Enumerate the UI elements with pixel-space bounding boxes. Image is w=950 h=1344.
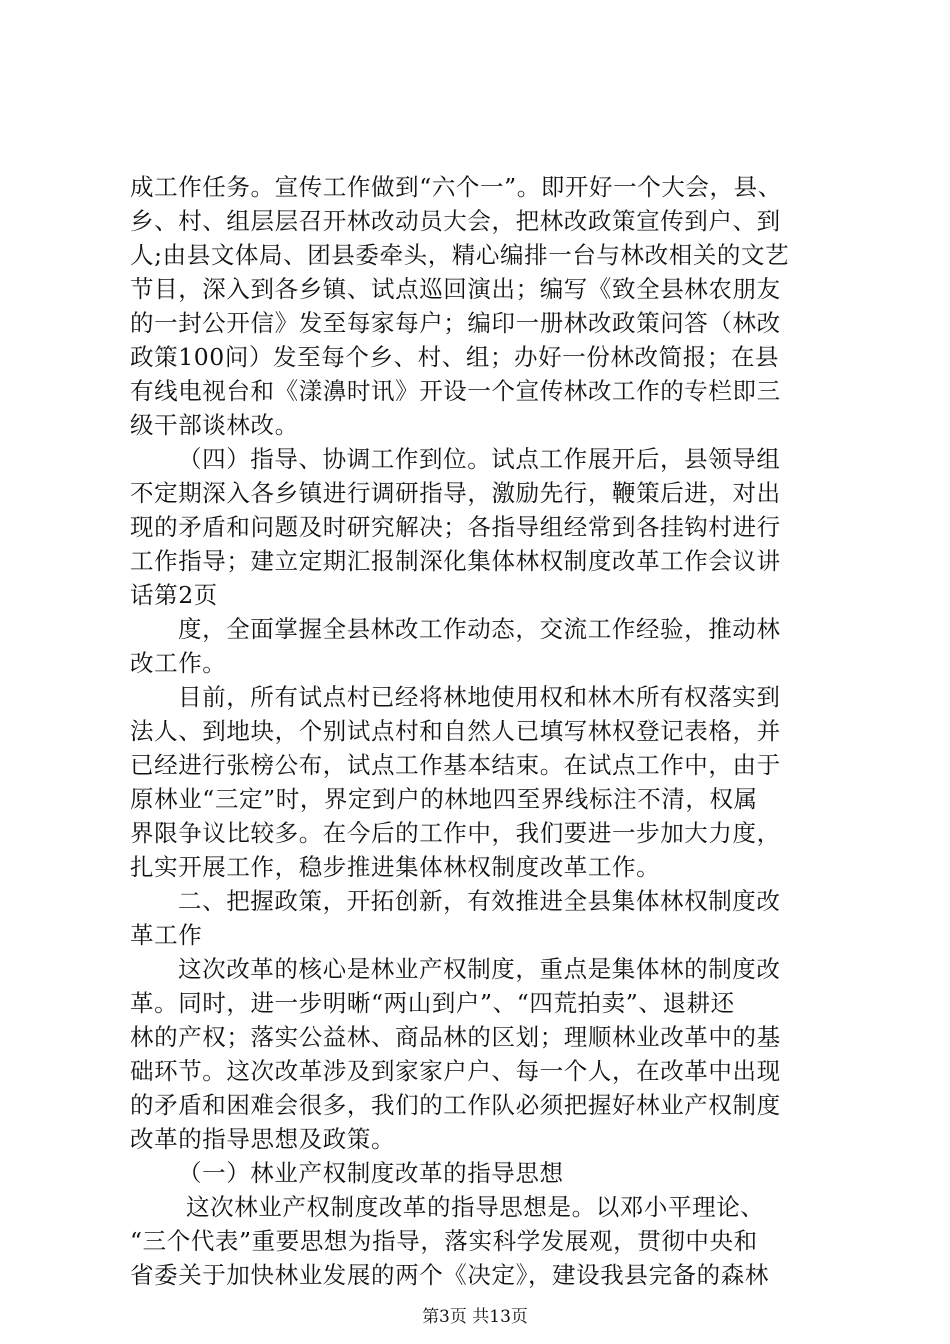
text-line: 现的矛盾和问题及时研究解决；各指导组经常到各挂钩村进行 (130, 513, 781, 541)
text-line: 的矛盾和困难会很多，我们的工作队必须把握好林业产权制度 (130, 1091, 781, 1119)
text-line: 础环节。这次改革涉及到家家户户、每一个人，在改革中出现 (130, 1057, 781, 1085)
text-line: 成工作任务。宣传工作做到“六个一”。即开好一个大会，县、 (130, 173, 782, 201)
text-line: 林的产权；落实公益林、商品林的区划；理顺林业改革中的基 (130, 1023, 781, 1051)
text-line: “三个代表”重要思想为指导，落实科学发展观，贯彻中央和 (130, 1227, 758, 1255)
text-line: 界限争议比较多。在今后的工作中，我们要进一步加大力度， (130, 819, 781, 847)
paragraph-start: 度，全面掌握全县林改工作动态，交流工作经验，推动林 (178, 615, 781, 643)
paragraph-start: 这次林业产权制度改革的指导思想是。以邓小平理论、 (186, 1193, 765, 1221)
text-line: 节目，深入到各乡镇、试点巡回演出；编写《致全县林农朋友 (130, 275, 781, 303)
text-line: 革。同时，进一步明晰“两山到户”、“四荒拍卖”、退耕还 (130, 989, 735, 1017)
text-line: 的一封公开信》发至每家每户；编印一册林改政策问答（林改 (130, 309, 781, 337)
text-line: 工作指导；建立定期汇报制深化集体林权制度改革工作会议讲 (130, 547, 781, 575)
paragraph-start: 这次改革的核心是林业产权制度，重点是集体林的制度改 (178, 955, 781, 983)
text-line: 改工作。 (130, 649, 227, 677)
text-line: 有线电视台和《漾濞时讯》开设一个宣传林改工作的专栏即三 (130, 377, 781, 405)
paragraph-start: 目前，所有试点村已经将林地使用权和林木所有权落实到 (178, 683, 781, 711)
section-heading: 二、把握政策，开拓创新，有效推进全县集体林权制度改 (178, 887, 781, 915)
text-line: 扎实开展工作，稳步推进集体林权制度改革工作。 (130, 853, 661, 881)
text-line: 人;由县文体局、团县委牵头，精心编排一台与林改相关的文艺 (130, 241, 790, 269)
subsection-heading: （一）林业产权制度改革的指导思想 (178, 1159, 564, 1187)
text-line: 革工作 (130, 921, 203, 949)
text-line: 乡、村、组层层召开林改动员大会，把林改政策宣传到户、到 (130, 207, 781, 235)
text-line: 不定期深入各乡镇进行调研指导，激励先行，鞭策后进，对出 (130, 479, 781, 507)
text-line: 级干部谈林改。 (130, 411, 299, 439)
text-line: 政策100问）发至每个乡、村、组；办好一份林改简报；在县 (130, 343, 780, 371)
page-footer: 第3页 共13页 (422, 1307, 528, 1327)
section-heading: （四）指导、协调工作到位。试点工作展开后，县领导组 (178, 445, 781, 473)
text-line: 改革的指导思想及政策。 (130, 1125, 396, 1153)
text-line: 法人、到地块，个别试点村和自然人已填写林权登记表格，并 (130, 717, 781, 745)
text-line: 话第2页 (130, 581, 218, 609)
text-line: 省委关于加快林业发展的两个《决定》，建设我县完备的森林 (130, 1261, 769, 1289)
text-line: 原林业“三定”时，界定到户的林地四至界线标注不清，权属 (130, 785, 758, 813)
text-line: 已经进行张榜公布，试点工作基本结束。在试点工作中，由于 (130, 751, 781, 779)
